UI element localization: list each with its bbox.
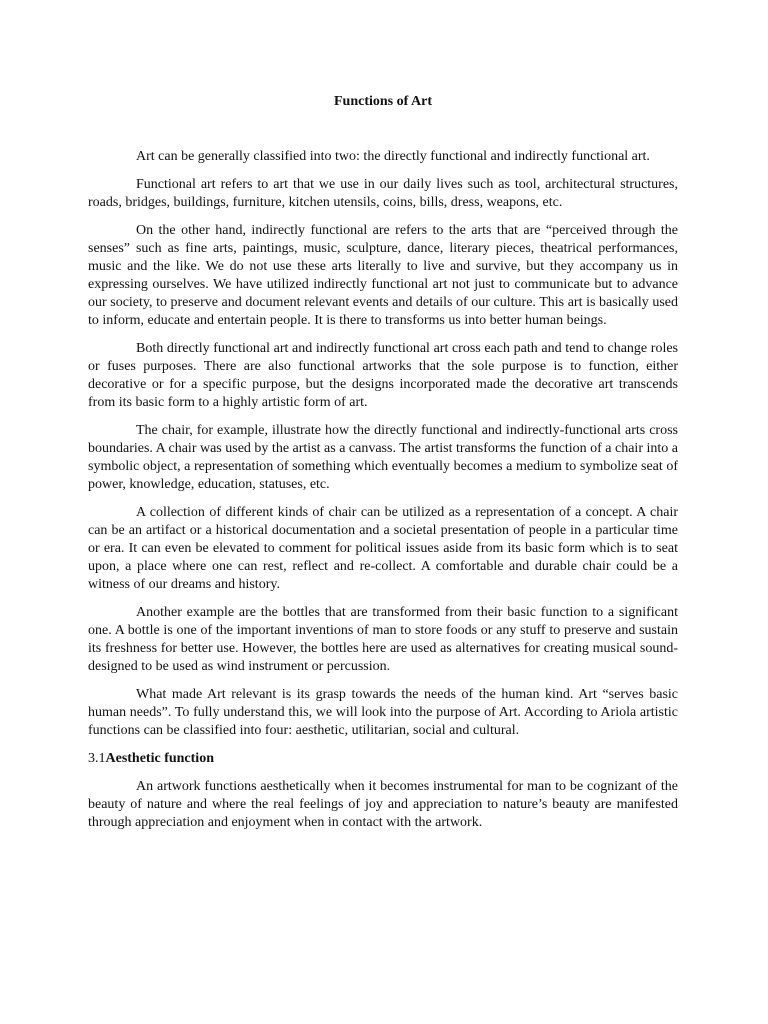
paragraph: Art can be generally classified into two: the directly functional and indirectly functional art. <box>136 149 650 164</box>
paragraph: What made Art relevant is its grasp towards the needs of the human kind. Art “serves basic human needs”. To fully understand this, we will look into the purpose of Art. According to Ariola artistic functions can be classified into four: aesthetic, utilitarian, social and cultural. <box>88 687 678 738</box>
page-title: Functions of Art <box>334 94 432 109</box>
paragraph: The chair, for example, illustrate how the directly functional and indirectly-functional arts cross boundaries. A chair was used by the artist as a canvass. The artist transforms the function of a chair into a symbolic object, a representation of something which eventually becomes a medium to symbolize seat of power, knowledge, education, statuses, etc. <box>88 423 678 492</box>
paragraph: An artwork functions aesthetically when it becomes instrumental for man to be cognizant of the beauty of nature and where the real feelings of joy and appreciation to nature’s beauty are manifested through appreciation and enjoyment when in contact with the artwork. <box>88 779 678 830</box>
document-page <box>88 92 678 842</box>
paragraph: Another example are the bottles that are transformed from their basic function to a significant one. A bottle is one of the important inventions of man to store foods or any stuff to preserve and sustain its freshness for better use. However, the bottles here are used as alternatives for creating musical sound-designed to be used as wind instrument or percussion. <box>88 605 678 674</box>
paragraph: A collection of different kinds of chair can be utilized as a representation of a concept. A chair can be an artifact or a historical documentation and a societal presentation of people in a particular time or era. It can even be elevated to comment for political issues aside from its basic form which is to seat upon, a place where one can rest, reflect and re-collect. A comfortable and durable chair could be a witness of our dreams and history. <box>88 505 678 592</box>
section-title: Aesthetic function <box>105 751 214 766</box>
paragraph: Both directly functional art and indirectly functional art cross each path and tend to change roles or fuses purposes. There are also functional artworks that the sole purpose is to function, either decorative or for a specific purpose, but the designs incorporated made the decorative art transcends from its basic form to a highly artistic form of art. <box>88 341 678 410</box>
paragraph: Functional art refers to art that we use in our daily lives such as tool, architectural structures, roads, bridges, buildings, furniture, kitchen utensils, coins, bills, dress, weapons, etc. <box>88 177 678 210</box>
section-heading <box>88 750 678 768</box>
paragraph: On the other hand, indirectly functional are refers to the arts that are “perceived through the senses” such as fine arts, paintings, music, sculpture, dance, literary pieces, theatrical performances, music and the like. We do not use these arts literally to live and survive, but they accompany us in expressing ourselves. We have utilized indirectly functional art not just to communicate but to advance our society, to preserve and document relevant events and details of our culture. This art is basically used to inform, educate and entertain people. It is there to transforms us into better human beings. <box>88 223 678 328</box>
section-number: 3.1 <box>88 751 106 766</box>
